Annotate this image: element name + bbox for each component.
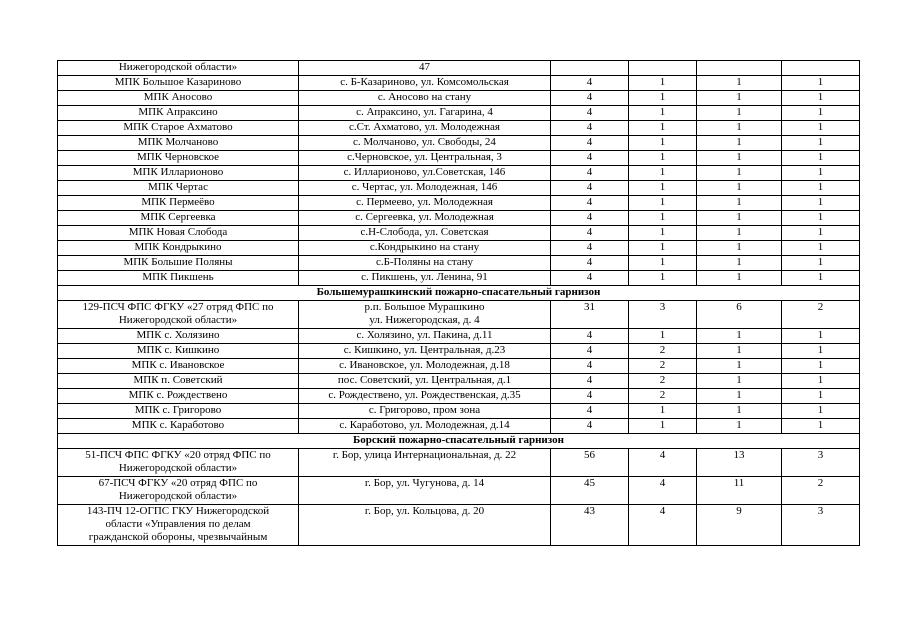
value-cell-a: 1 — [629, 226, 697, 241]
value-cell-b: 1 — [697, 359, 782, 374]
count-cell: 4 — [551, 121, 629, 136]
cell-text-line: Нижегородской области» — [118, 490, 238, 502]
value-cell-c: 1 — [782, 344, 860, 359]
value-cell-c: 1 — [782, 121, 860, 136]
unit-name-cell: МПК с. Кишкино — [58, 344, 299, 359]
address-cell: с. Аносово на стану — [299, 91, 551, 106]
value-cell-b: 11 — [697, 477, 782, 505]
address-cell: пос. Советский, ул. Центральная, д.1 — [299, 374, 551, 389]
value-cell-a: 1 — [629, 329, 697, 344]
unit-name-cell: МПК Большое Казариново — [58, 76, 299, 91]
cell-text-line: Нижегородской области» — [118, 462, 238, 474]
cell-text-line: 67-ПСЧ ФГКУ «20 отряд ФПС по — [98, 477, 258, 489]
unit-name-cell: МПК с. Рождествено — [58, 389, 299, 404]
value-cell-b: 1 — [697, 419, 782, 434]
address-cell: с. Рождествено, ул. Рождественская, д.35 — [299, 389, 551, 404]
count-cell: 4 — [551, 271, 629, 286]
cell-text-line: р.п. Большое Мурашкино — [364, 301, 485, 313]
address-cell: с.Н-Слобода, ул. Советская — [299, 226, 551, 241]
table-row — [58, 389, 860, 404]
table-row — [58, 301, 860, 329]
value-cell-b: 1 — [697, 256, 782, 271]
address-cell: с. Пермеево, ул. Молодежная — [299, 196, 551, 211]
count-cell: 4 — [551, 196, 629, 211]
unit-name-cell: МПК Аносово — [58, 91, 299, 106]
value-cell-c: 1 — [782, 136, 860, 151]
value-cell-c: 1 — [782, 389, 860, 404]
value-cell-b: 1 — [697, 329, 782, 344]
value-cell-b: 1 — [697, 91, 782, 106]
unit-name-cell: МПК Черновское — [58, 151, 299, 166]
value-cell-a: 1 — [629, 136, 697, 151]
value-cell-c: 1 — [782, 374, 860, 389]
value-cell-c: 1 — [782, 166, 860, 181]
count-cell: 4 — [551, 106, 629, 121]
count-cell: 4 — [551, 404, 629, 419]
count-cell — [551, 61, 629, 76]
value-cell-b: 9 — [697, 505, 782, 546]
table-row — [58, 241, 860, 256]
value-cell-a: 2 — [629, 374, 697, 389]
address-cell: с.Б-Поляны на стану — [299, 256, 551, 271]
unit-name-cell — [58, 505, 299, 546]
count-cell: 4 — [551, 91, 629, 106]
value-cell-a: 1 — [629, 181, 697, 196]
address-cell: с. Кишкино, ул. Центральная, д.23 — [299, 344, 551, 359]
value-cell-a: 1 — [629, 151, 697, 166]
cell-text-line: гражданской обороны, чрезвычайным — [88, 531, 268, 543]
value-cell-a: 1 — [629, 271, 697, 286]
value-cell-b: 1 — [697, 136, 782, 151]
value-cell-a: 1 — [629, 404, 697, 419]
cell-text-line: Нижегородской области» — [118, 314, 238, 326]
unit-name-cell: МПК с. Каработово — [58, 419, 299, 434]
unit-name-cell: МПК с. Григорово — [58, 404, 299, 419]
count-cell: 4 — [551, 256, 629, 271]
value-cell-b: 1 — [697, 121, 782, 136]
value-cell-b: 1 — [697, 151, 782, 166]
table-row — [58, 419, 860, 434]
count-cell: 31 — [551, 301, 629, 329]
value-cell-c: 1 — [782, 211, 860, 226]
address-cell: г. Бор, ул. Чугунова, д. 14 — [299, 477, 551, 505]
value-cell-b: 1 — [697, 106, 782, 121]
value-cell-c: 1 — [782, 241, 860, 256]
value-cell-c: 1 — [782, 329, 860, 344]
value-cell-a: 4 — [629, 449, 697, 477]
address-cell: с. Б-Казариново, ул. Комсомольская — [299, 76, 551, 91]
table-row — [58, 181, 860, 196]
address-cell — [299, 301, 551, 329]
value-cell-b: 6 — [697, 301, 782, 329]
value-cell-c: 2 — [782, 477, 860, 505]
unit-name-cell: МПК Илларионово — [58, 166, 299, 181]
unit-name-cell: МПК Сергеевка — [58, 211, 299, 226]
table-row — [58, 256, 860, 271]
count-cell: 4 — [551, 181, 629, 196]
value-cell-c: 1 — [782, 419, 860, 434]
address-cell: с. Пикшень, ул. Ленина, 91 — [299, 271, 551, 286]
unit-name-cell: МПК Новая Слобода — [58, 226, 299, 241]
value-cell-c: 1 — [782, 271, 860, 286]
cell-text-line: ул. Нижегородская, д. 4 — [369, 314, 480, 326]
count-cell: 4 — [551, 136, 629, 151]
value-cell-a: 2 — [629, 359, 697, 374]
value-cell-c: 1 — [782, 196, 860, 211]
address-cell: с. Григорово, пром зона — [299, 404, 551, 419]
unit-name-cell: МПК с. Ивановское — [58, 359, 299, 374]
table-row — [58, 106, 860, 121]
unit-name-cell: МПК Пикшень — [58, 271, 299, 286]
table-row — [58, 404, 860, 419]
value-cell-a: 1 — [629, 211, 697, 226]
value-cell-b — [697, 61, 782, 76]
count-cell: 4 — [551, 151, 629, 166]
unit-name-cell — [58, 477, 299, 505]
value-cell-b: 1 — [697, 181, 782, 196]
count-cell: 4 — [551, 241, 629, 256]
table-row — [58, 271, 860, 286]
value-cell-a: 1 — [629, 121, 697, 136]
table-row — [58, 76, 860, 91]
count-cell: 4 — [551, 76, 629, 91]
value-cell-a: 1 — [629, 91, 697, 106]
cell-text-line: области «Управления по делам — [105, 518, 251, 530]
count-cell: 4 — [551, 419, 629, 434]
value-cell-a: 2 — [629, 389, 697, 404]
section-header-row — [58, 434, 860, 449]
value-cell-a: 1 — [629, 241, 697, 256]
address-cell: 47 — [299, 61, 551, 76]
cell-text-line: 51-ПСЧ ФПС ФГКУ «20 отряд ФПС по — [85, 449, 271, 461]
value-cell-b: 1 — [697, 389, 782, 404]
unit-name-cell: МПК Апраксино — [58, 106, 299, 121]
value-cell-a: 3 — [629, 301, 697, 329]
count-cell: 4 — [551, 389, 629, 404]
table-row — [58, 477, 860, 505]
value-cell-b: 1 — [697, 211, 782, 226]
table-row — [58, 136, 860, 151]
unit-name-cell: МПК п. Советский — [58, 374, 299, 389]
value-cell-b: 1 — [697, 76, 782, 91]
value-cell-b: 1 — [697, 241, 782, 256]
count-cell: 43 — [551, 505, 629, 546]
unit-name-cell: МПК Большие Поляны — [58, 256, 299, 271]
value-cell-c: 1 — [782, 106, 860, 121]
count-cell: 4 — [551, 344, 629, 359]
table-row — [58, 121, 860, 136]
value-cell-c: 1 — [782, 226, 860, 241]
value-cell-b: 1 — [697, 344, 782, 359]
table-body — [58, 61, 860, 546]
value-cell-b: 1 — [697, 404, 782, 419]
value-cell-c: 1 — [782, 359, 860, 374]
table-row — [58, 329, 860, 344]
address-cell: с. Холязино, ул. Пакина, д.11 — [299, 329, 551, 344]
unit-name-cell: МПК Старое Ахматово — [58, 121, 299, 136]
value-cell-a: 1 — [629, 76, 697, 91]
address-cell: с. Каработово, ул. Молодежная, д.14 — [299, 419, 551, 434]
garrison-table — [57, 60, 860, 546]
value-cell-c: 1 — [782, 91, 860, 106]
count-cell: 56 — [551, 449, 629, 477]
value-cell-a: 1 — [629, 196, 697, 211]
table-row — [58, 226, 860, 241]
value-cell-a: 1 — [629, 419, 697, 434]
address-cell: г. Бор, ул. Кольцова, д. 20 — [299, 505, 551, 546]
cell-text-line: 129-ПСЧ ФПС ФГКУ «27 отряд ФПС по — [82, 301, 274, 313]
address-cell: с. Ивановское, ул. Молодежная, д.18 — [299, 359, 551, 374]
count-cell: 4 — [551, 166, 629, 181]
value-cell-c: 1 — [782, 151, 860, 166]
value-cell-b: 1 — [697, 374, 782, 389]
value-cell-b: 1 — [697, 271, 782, 286]
value-cell-b: 1 — [697, 166, 782, 181]
value-cell-a: 1 — [629, 256, 697, 271]
section-title: Борский пожарно-спасательный гарнизон — [58, 434, 860, 449]
value-cell-c: 3 — [782, 449, 860, 477]
cell-text-line: 143-ПЧ 12-ОГПС ГКУ Нижегородской — [86, 505, 270, 517]
table-row — [58, 151, 860, 166]
table-row — [58, 505, 860, 546]
unit-name-cell: МПК Молчаново — [58, 136, 299, 151]
value-cell-a: 1 — [629, 166, 697, 181]
unit-name-cell: Нижегородской области» — [58, 61, 299, 76]
value-cell-c: 1 — [782, 181, 860, 196]
address-cell: с.Черновское, ул. Центральная, 3 — [299, 151, 551, 166]
section-header-row — [58, 286, 860, 301]
value-cell-a: 1 — [629, 106, 697, 121]
count-cell: 4 — [551, 329, 629, 344]
address-cell: с.Кондрыкино на стану — [299, 241, 551, 256]
table-row — [58, 344, 860, 359]
table-row — [58, 166, 860, 181]
value-cell-a: 4 — [629, 477, 697, 505]
table-row — [58, 359, 860, 374]
count-cell: 4 — [551, 359, 629, 374]
value-cell-b: 1 — [697, 226, 782, 241]
value-cell-a: 2 — [629, 344, 697, 359]
unit-name-cell: МПК Кондрыкино — [58, 241, 299, 256]
value-cell-c — [782, 61, 860, 76]
address-cell: с. Чертас, ул. Молодежная, 146 — [299, 181, 551, 196]
value-cell-b: 1 — [697, 196, 782, 211]
value-cell-c: 1 — [782, 256, 860, 271]
address-cell: с. Молчаново, ул. Свободы, 24 — [299, 136, 551, 151]
count-cell: 4 — [551, 226, 629, 241]
address-cell: г. Бор, улица Интернациональная, д. 22 — [299, 449, 551, 477]
value-cell-c: 1 — [782, 404, 860, 419]
unit-name-cell — [58, 301, 299, 329]
address-cell: с. Апраксино, ул. Гагарина, 4 — [299, 106, 551, 121]
count-cell: 4 — [551, 374, 629, 389]
section-title: Большемурашкинский пожарно-спасательный гарнизон — [58, 286, 860, 301]
value-cell-c: 3 — [782, 505, 860, 546]
value-cell-b: 13 — [697, 449, 782, 477]
unit-name-cell: МПК Пермеёво — [58, 196, 299, 211]
value-cell-c: 2 — [782, 301, 860, 329]
table-row — [58, 211, 860, 226]
count-cell: 4 — [551, 211, 629, 226]
table-row — [58, 196, 860, 211]
table-row — [58, 374, 860, 389]
value-cell-c: 1 — [782, 76, 860, 91]
table-row — [58, 449, 860, 477]
value-cell-a: 4 — [629, 505, 697, 546]
value-cell-a — [629, 61, 697, 76]
unit-name-cell — [58, 449, 299, 477]
unit-name-cell: МПК с. Холязино — [58, 329, 299, 344]
address-cell: с.Ст. Ахматово, ул. Молодежная — [299, 121, 551, 136]
address-cell: с. Сергеевка, ул. Молодежная — [299, 211, 551, 226]
count-cell: 45 — [551, 477, 629, 505]
address-cell: с. Илларионово, ул.Советская, 146 — [299, 166, 551, 181]
table-row — [58, 91, 860, 106]
unit-name-cell: МПК Чертас — [58, 181, 299, 196]
table-row — [58, 61, 860, 76]
